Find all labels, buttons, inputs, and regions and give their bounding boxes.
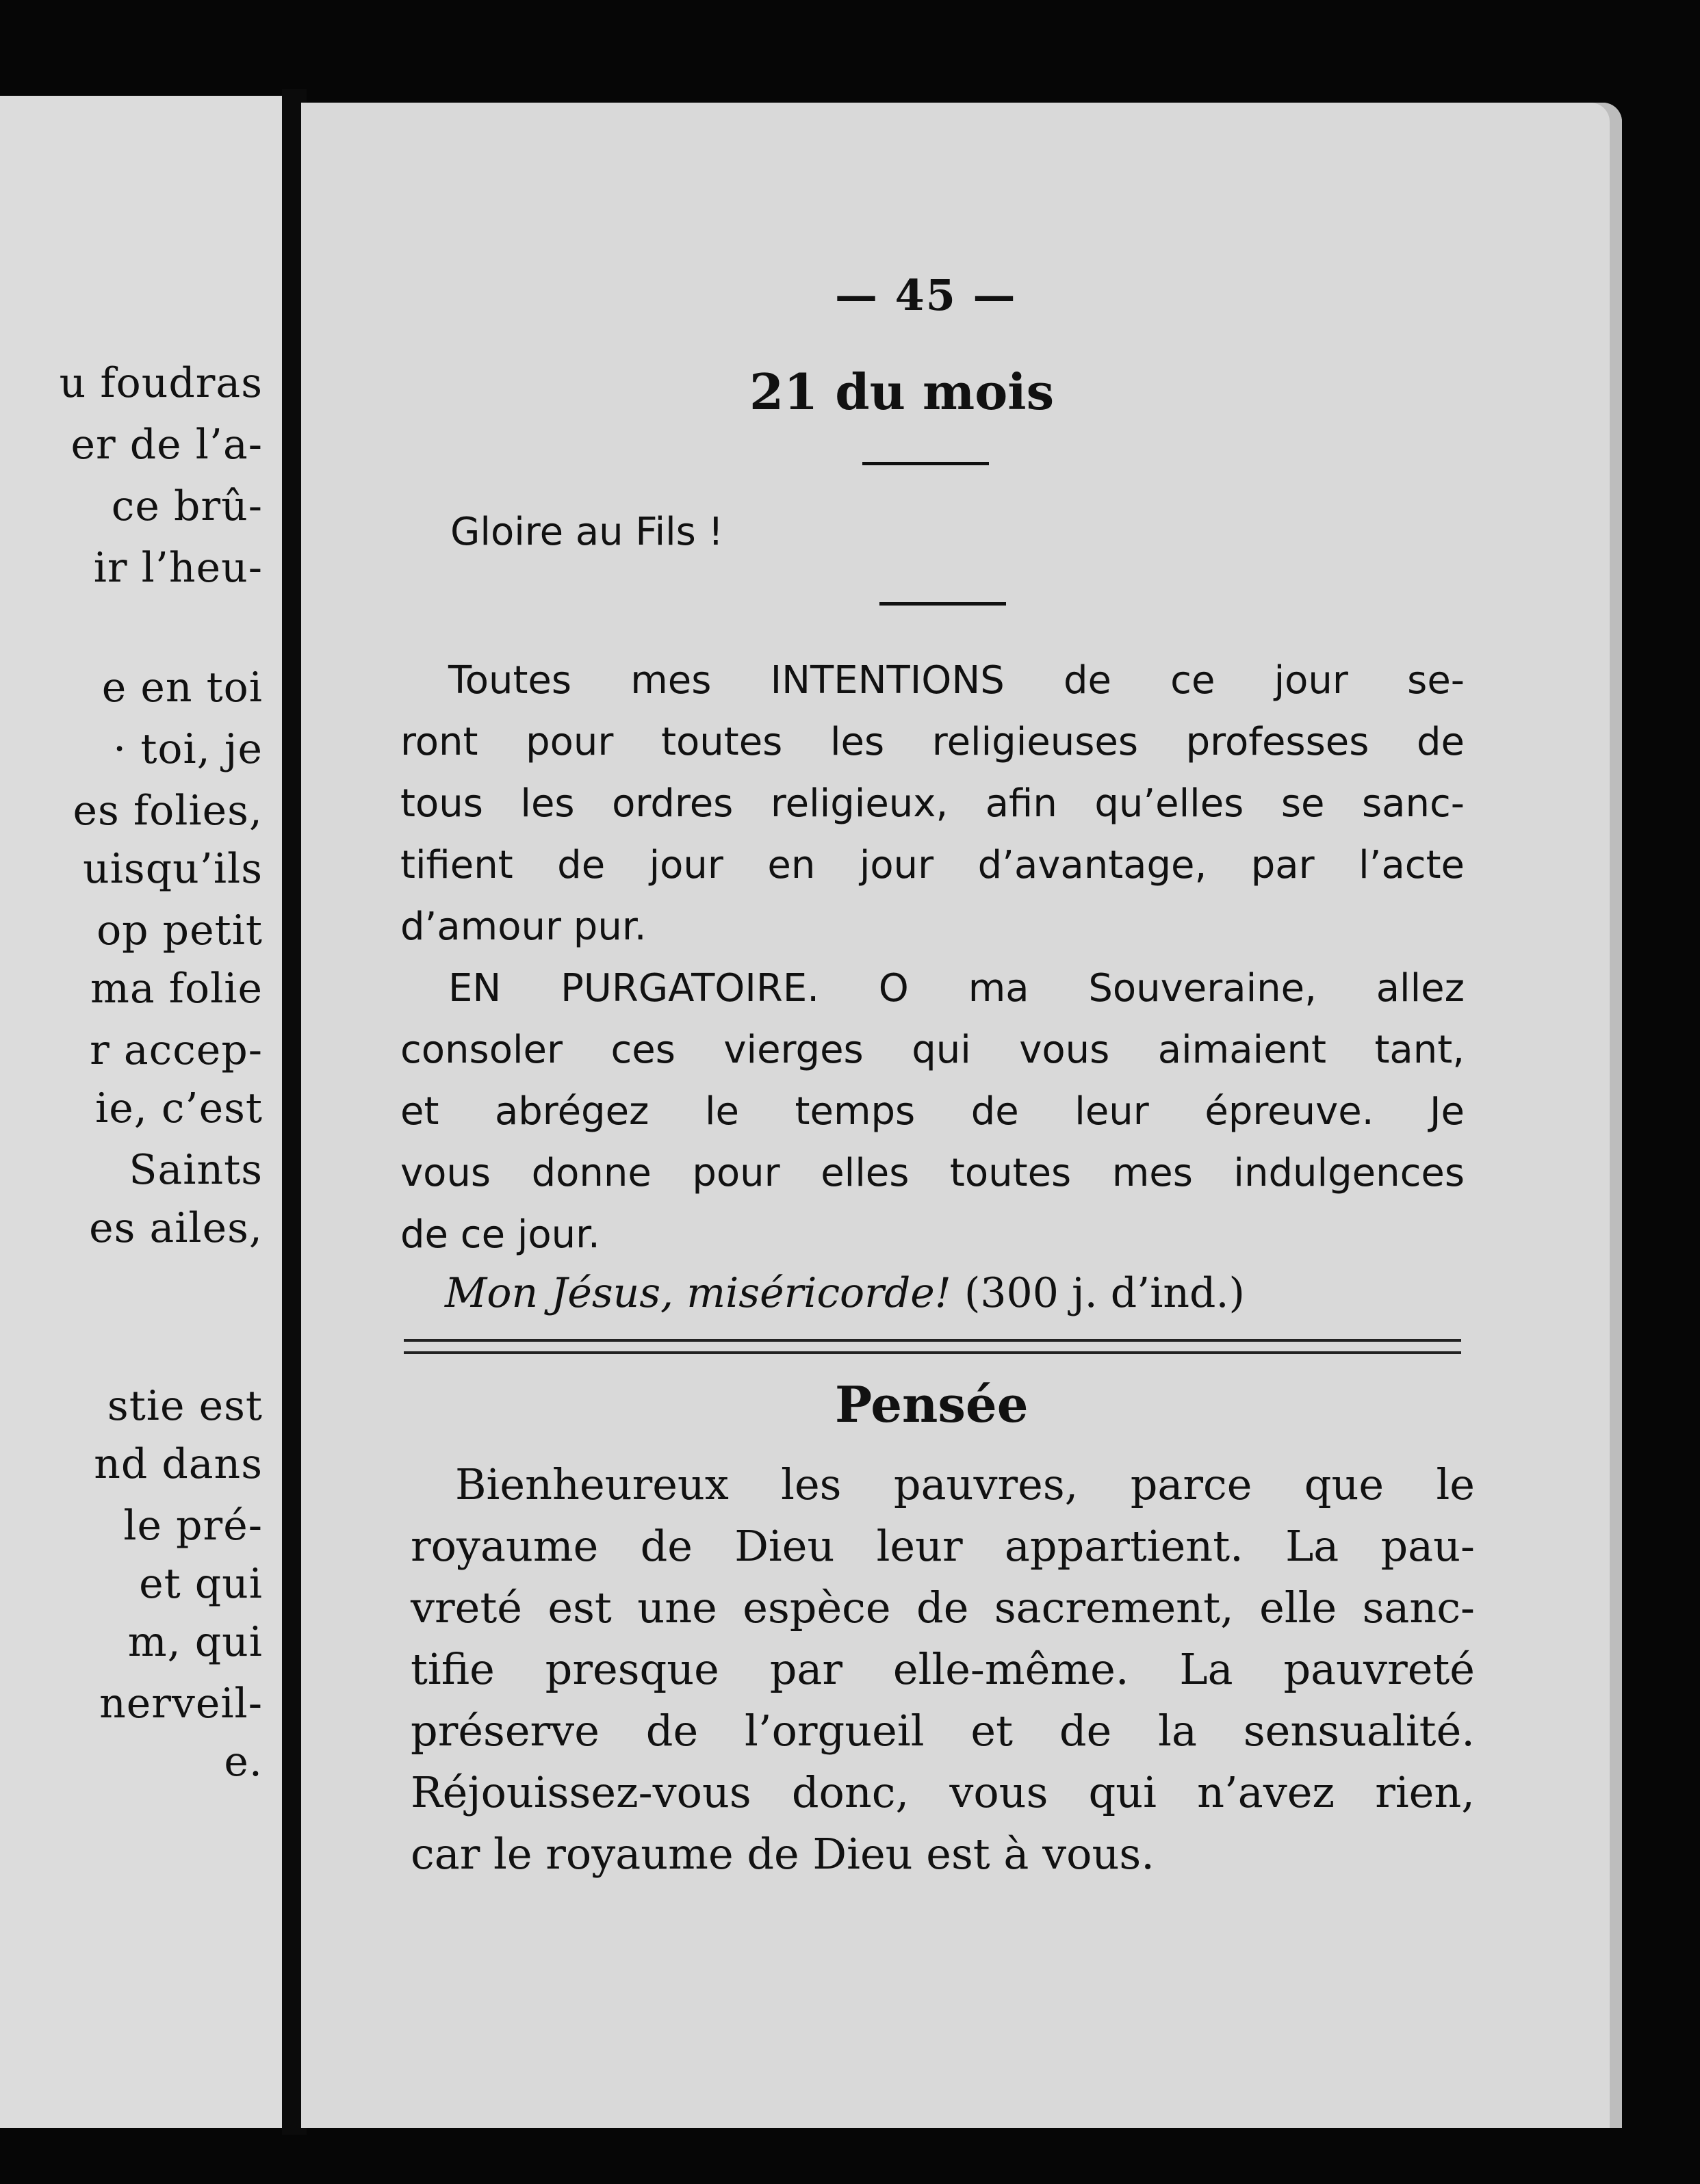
- left-text-line: m, qui: [127, 1618, 263, 1666]
- invocation-line: [445, 1269, 1245, 1317]
- left-text-line: e en toi: [101, 664, 263, 712]
- pensee-line: car le royaume de Dieu est à vous.: [411, 1829, 1155, 1879]
- intentions-line: tifient de jour en jour d’avantage, par l’acte: [400, 843, 1465, 887]
- intentions-line: Toutes mes INTENTIONS de ce jour se-: [448, 658, 1465, 703]
- left-text-line: u foudras: [59, 359, 263, 407]
- title-rule: [862, 462, 989, 465]
- left-text-line: r accep-: [90, 1026, 263, 1074]
- invocation-indulgence: (300 j. d’ind.): [951, 1269, 1245, 1317]
- pensee-line: Réjouissez-vous donc, vous qui n’avez rien,: [411, 1767, 1475, 1817]
- left-page: [0, 96, 287, 2128]
- left-text-line: ie, c’est: [95, 1084, 263, 1132]
- purgatoire-paragraph: [400, 958, 1465, 1266]
- invocation-italic: Mon Jésus, miséricorde!: [445, 1269, 951, 1317]
- left-text-line: ir l’heu-: [93, 544, 263, 592]
- section-rule: [879, 602, 1006, 606]
- pensee-line: vreté est une espèce de sacrement, elle sanc-: [411, 1583, 1475, 1633]
- intentions-paragraph: [400, 650, 1465, 958]
- left-text-line: · toi, je: [113, 725, 263, 773]
- page-number: — 45 —: [835, 270, 1017, 320]
- intentions-line: tous les ordres religieux, afin qu’elles se sanc-: [400, 781, 1465, 826]
- purgatoire-line: consoler ces vierges qui vous aimaient tant,: [400, 1028, 1465, 1072]
- left-text-line: op petit: [96, 907, 263, 954]
- pensee-line: préserve de l’orgueil et de la sensualité.: [411, 1706, 1475, 1756]
- page-title: 21 du mois: [749, 363, 1055, 421]
- double-rule-bottom: [404, 1351, 1461, 1354]
- left-text-line: nd dans: [94, 1440, 263, 1488]
- left-text-line: Saints: [129, 1146, 263, 1194]
- purgatoire-line: vous donne pour elles toutes mes indulgences: [400, 1151, 1465, 1195]
- left-text-line: ma folie: [90, 965, 263, 1013]
- left-text-line: nerveil-: [99, 1680, 263, 1728]
- gloire-line: Gloire au Fils !: [450, 510, 724, 554]
- left-text-line: es folies,: [73, 787, 263, 835]
- left-text-line: le pré-: [123, 1502, 263, 1550]
- left-text-line: et qui: [139, 1560, 263, 1608]
- purgatoire-line: et abrégez le temps de leur épreuve. Je: [400, 1089, 1465, 1134]
- purgatoire-line: EN PURGATOIRE. O ma Souveraine, allez: [448, 966, 1465, 1011]
- double-rule-top: [404, 1339, 1461, 1342]
- pensee-paragraph: [411, 1454, 1475, 1885]
- left-text-line: ce brû-: [111, 482, 263, 530]
- left-text-line: er de l’a-: [70, 421, 263, 469]
- intentions-line: ront pour toutes les religieuses professes de: [400, 720, 1465, 764]
- left-text-line: es ailes,: [89, 1204, 263, 1252]
- pensee-line: royaume de Dieu leur appartient. La pau-: [411, 1521, 1475, 1571]
- pensee-line: tifie presque par elle-même. La pauvreté: [411, 1644, 1475, 1694]
- pensee-heading: Pensée: [835, 1375, 1029, 1433]
- intentions-line: d’amour pur.: [400, 905, 647, 949]
- left-text-line: uisqu’ils: [83, 845, 263, 893]
- left-text-line: stie est: [107, 1382, 263, 1430]
- purgatoire-line: de ce jour.: [400, 1212, 600, 1257]
- pensee-line: Bienheureux les pauvres, parce que le: [455, 1459, 1475, 1509]
- left-text-line: e.: [224, 1738, 263, 1786]
